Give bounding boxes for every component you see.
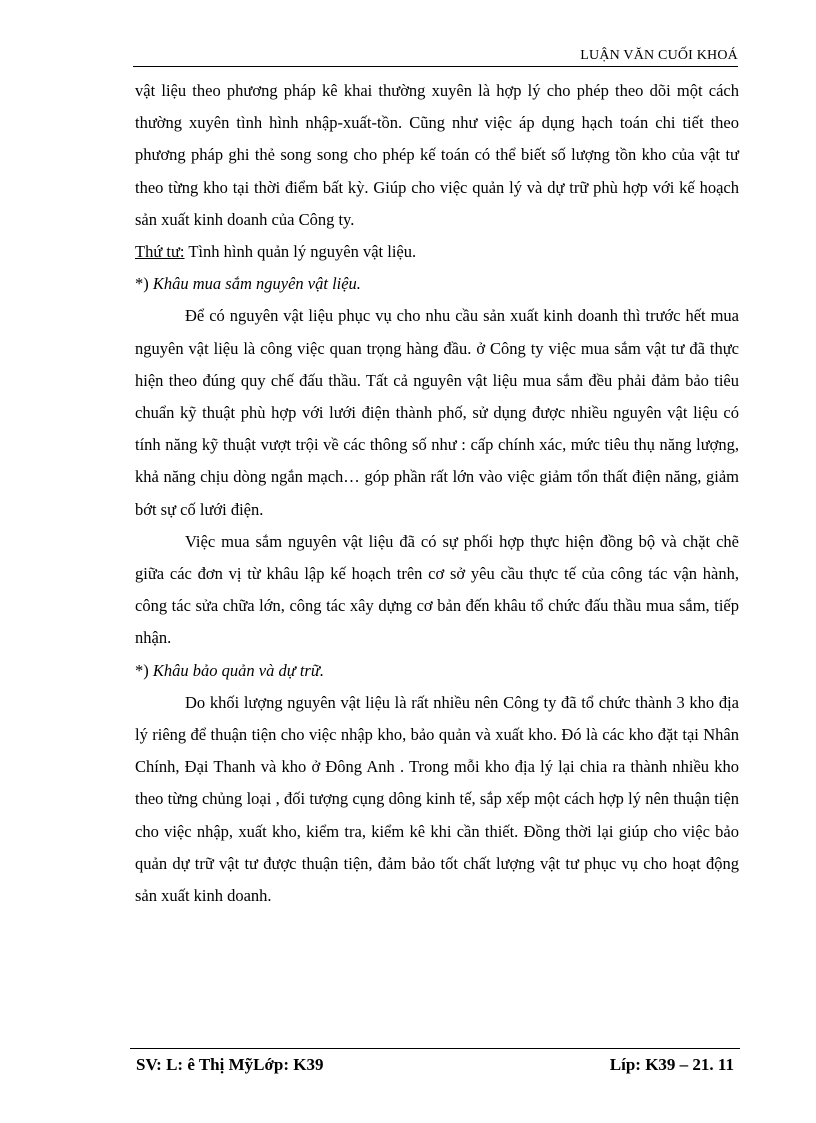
bullet-text: Khâu mua sắm nguyên vật liệu. bbox=[152, 274, 361, 294]
paragraph-1: vật liệu theo phương pháp kê khai thường xuyên là hợp lý cho phép theo dõi một cách thường xuyên tình hình nhập-xuất-tồn. Cũng như việc áp dụng hạch toán chi tiết theo phương pháp ghi thẻ song song cho phép kế toán có thể biết số lượng tồn kho của vật tư theo từng kho tại thời điểm bất kỳ. Giúp cho việc quản lý và dự trữ phù hợp với kế hoạch sản xuất kinh doanh của Công ty. bbox=[135, 81, 739, 229]
paragraph-4: Do khối lượng nguyên vật liệu là rất nhiều nên Công ty đã tổ chức thành 3 kho địa lý riêng để thuận tiện cho việc nhập kho, bảo quản và xuất kho. Đó là các kho đặt tại Nhân Chính, Đại Thanh và kho ở Đông Anh . Trong mỗi kho địa lý lại chia ra thành nhiều kho theo từng chủng loại , đối tượng cụng dông kinh tế, sắp xếp một cách hợp lý nên thuận tiện cho việc nhập, xuất kho, kiểm tra, kiểm kê khi cần thiết. Đồng thời lại giúp cho việc bảo quản dự trữ vật tư được thuận tiện, đảm bảo tốt chất lượng vật tư phục vụ cho hoạt động sản xuất kinh doanh. bbox=[135, 692, 739, 906]
document-body bbox=[135, 75, 739, 912]
section-title: Tình hình quản lý nguyên vật liệu. bbox=[184, 242, 417, 262]
bullet-purchasing bbox=[135, 268, 739, 300]
bullet-storage bbox=[135, 655, 739, 687]
section-label: Thứ tư: bbox=[135, 242, 185, 262]
page-header bbox=[133, 44, 738, 67]
footer-student: SV: L: ê Thị MỹLớp: K39 bbox=[136, 1055, 324, 1074]
paragraph-3: Việc mua sắm nguyên vật liệu đã có sự phối hợp thực hiện đồng bộ và chặt chẽ giữa các đơn vị từ khâu lập kế hoạch trên cơ sở yêu cầu thực tế của công tác vận hành, công tác sửa chữa lớn, công tác xây dựng cơ bản đến khâu tổ chức đấu thầu mua sắm, tiếp nhận. bbox=[135, 531, 739, 648]
bullet-text: Khâu bảo quản và dự trữ. bbox=[152, 660, 324, 680]
footer-class: Líp: K39 – 21. 11 bbox=[609, 1055, 734, 1074]
paragraph-2: Để có nguyên vật liệu phục vụ cho nhu cầu sản xuất kinh doanh thì trước hết mua nguyên vật liệu là công việc quan trọng hàng đầu. ở Công ty việc mua sắm vật tư đã thực hiện theo đúng quy chế đấu thầu. Tất cả nguyên vật liệu mua sắm đều phải đảm bảo tiêu chuẩn kỹ thuật phù hợp với lưới điện thành phố, sử dụng được nhiều nguyên vật liệu có tính năng kỹ thuật vượt trội về các thông số như : cấp chính xác, mức tiêu thụ năng lượng, khả năng chịu dòng ngắn mạch… góp phần rất lớn vào việc giảm tổn thất điện năng, giảm bớt sự cố lưới điện. bbox=[135, 306, 739, 519]
footer-divider bbox=[130, 1048, 740, 1049]
bullet-marker: *) bbox=[135, 660, 153, 680]
section-heading-thu-tu bbox=[135, 236, 739, 268]
bullet-marker: *) bbox=[135, 274, 153, 294]
header-title: LUẬN VĂN CUỐI KHOÁ bbox=[580, 48, 738, 63]
